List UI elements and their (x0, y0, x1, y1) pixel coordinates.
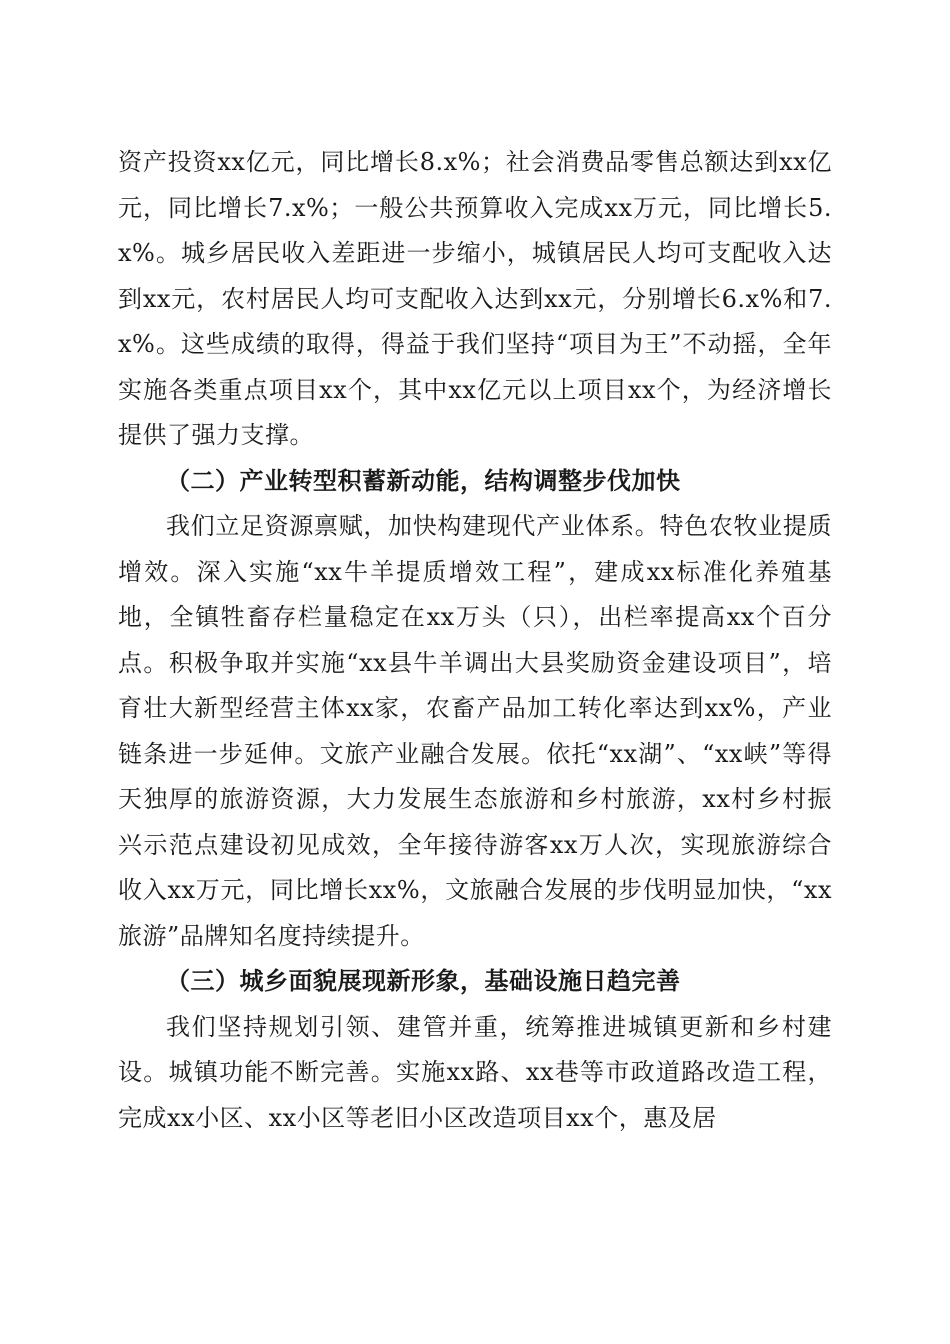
paragraph-continued: 资产投资xx亿元，同比增长8.x%；社会消费品零售总额达到xx亿元，同比增长7.x%；一般公共预算收入完成xx万元，同比增长5.x%。城乡居民收入差距进一步缩小，城镇居民人均可支配收入达到xx元，农村居民人均可支配收入达到xx元，分别增长6.x%和7.x%。这些成绩的取得，得益于我们坚持“项目为王”不动摇，全年实施各类重点项目xx个，其中xx亿元以上项目xx个，为经济增长提供了强力支撑。 (118, 148, 832, 449)
paragraph-urban-rural: 我们坚持规划引领、建管并重，统筹推进城镇更新和乡村建设。城镇功能不断完善。实施xx路、xx巷等市政道路改造工程，完成xx小区、xx小区等老旧小区改造项目xx个，惠及居 (118, 1012, 832, 1132)
paragraph-industry: 我们立足资源禀赋，加快构建现代产业体系。特色农牧业提质增效。深入实施“xx牛羊提质增效工程”，建成xx标准化养殖基地，全镇牲畜存栏量稳定在xx万头（只），出栏率提高xx个百分点。积极争取并实施“xx县牛羊调出大县奖励资金建设项目”，培育壮大新型经营主体xx家，农畜产品加工转化率达到xx%，产业链条进一步延伸。文旅产业融合发展。依托“xx湖”、“xx峡”等得天独厚的旅游资源，大力发展生态旅游和乡村旅游，xx村乡村振兴示范点建设初见成效，全年接待游客xx万人次，实现旅游综合收入xx万元，同比增长xx%，文旅融合发展的步伐明显加快，“xx旅游”品牌知名度持续提升。 (118, 512, 832, 950)
section-heading-2: （二）产业转型积蓄新动能，结构调整步伐加快 (166, 466, 681, 495)
section-heading-3: （三）城乡面貌展现新形象，基础设施日趋完善 (166, 967, 681, 995)
document-body (118, 140, 832, 1141)
